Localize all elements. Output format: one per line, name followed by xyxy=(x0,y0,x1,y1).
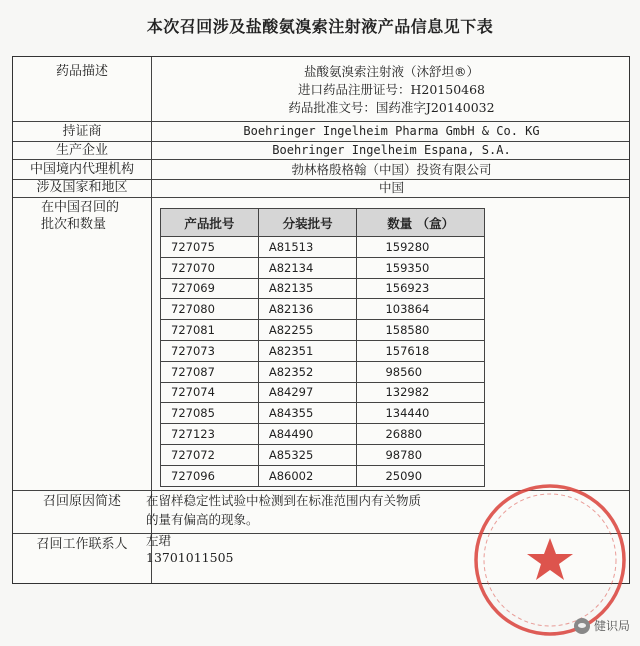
quantity: 132982 xyxy=(357,382,485,403)
contact-label: 召回工作联系人 xyxy=(36,537,128,552)
quantity: 98780 xyxy=(357,444,485,465)
table-row xyxy=(161,403,485,424)
contact-name: 左珺 xyxy=(146,533,172,548)
holder-value: Boehringer Ingelheim Pharma GmbH & Co. KG xyxy=(243,124,540,138)
watermark-text: 健识局 xyxy=(593,619,630,633)
packaging-batch: A82134 xyxy=(258,257,357,278)
product-batch: 727074 xyxy=(161,382,259,403)
product-batch: 727070 xyxy=(161,257,259,278)
header-product-batch: 产品批号 xyxy=(161,209,259,237)
packaging-batch: A82135 xyxy=(258,278,357,299)
packaging-batch: A82351 xyxy=(258,340,357,361)
watermark xyxy=(574,617,630,634)
product-batch: 727087 xyxy=(161,361,259,382)
agent-value: 勃林格殷格翰（中国）投资有限公司 xyxy=(291,162,492,177)
contact-phone: 13701011505 xyxy=(146,550,234,565)
packaging-batch: A82352 xyxy=(258,361,357,382)
product-batch: 727069 xyxy=(161,278,259,299)
table-row xyxy=(161,320,485,341)
table-row xyxy=(161,361,485,382)
packaging-batch: A84490 xyxy=(258,424,357,445)
quantity: 156923 xyxy=(357,278,485,299)
header-packaging-batch: 分装批号 xyxy=(258,209,357,237)
manufacturer-label: 生产企业 xyxy=(55,143,108,158)
holder-label: 持证商 xyxy=(62,124,102,139)
star-icon xyxy=(527,538,573,580)
manufacturer-value: Boehringer Ingelheim Espana, S.A. xyxy=(272,143,511,157)
region-label: 涉及国家和地区 xyxy=(36,180,128,195)
product-batch: 727075 xyxy=(161,237,259,258)
company-seal xyxy=(470,480,630,640)
batch-table-header xyxy=(161,209,485,237)
product-batch: 727073 xyxy=(161,340,259,361)
table-row xyxy=(161,465,485,486)
quantity: 158580 xyxy=(357,320,485,341)
table-row xyxy=(161,278,485,299)
table-row xyxy=(161,340,485,361)
packaging-batch: A84297 xyxy=(258,382,357,403)
packaging-batch: A85325 xyxy=(258,444,357,465)
region-value: 中国 xyxy=(378,180,404,195)
table-row xyxy=(161,444,485,465)
product-batch: 727080 xyxy=(161,299,259,320)
product-batch: 727123 xyxy=(161,424,259,445)
table-row xyxy=(161,424,485,445)
approval-no: 药品批准文号：国药准字J20140032 xyxy=(288,100,495,115)
recall-contact xyxy=(146,532,346,566)
packaging-batch: A82136 xyxy=(258,299,357,320)
packaging-batch: A84355 xyxy=(258,403,357,424)
quantity: 157618 xyxy=(357,340,485,361)
table-row xyxy=(161,299,485,320)
header-quantity: 数量 （盒） xyxy=(357,209,485,237)
quantity: 103864 xyxy=(357,299,485,320)
packaging-batch: A81513 xyxy=(258,237,357,258)
batches-label-line1: 在中国召回的 xyxy=(41,200,120,215)
drug-name: 盐酸氨溴索注射液（沐舒坦®） xyxy=(303,64,479,79)
quantity: 26880 xyxy=(357,424,485,445)
batch-table xyxy=(160,208,485,487)
drug-desc-label: 药品描述 xyxy=(55,64,108,79)
table-row xyxy=(161,382,485,403)
reason-line2: 的量有偏高的现象。 xyxy=(146,512,259,527)
wechat-icon xyxy=(574,618,590,634)
reason-label: 召回原因简述 xyxy=(42,494,121,509)
import-registration-no: 进口药品注册证号：H20150468 xyxy=(297,82,486,97)
packaging-batch: A82255 xyxy=(258,320,357,341)
reason-line1: 在留样稳定性试验中检测到在标准范围内有关物质 xyxy=(146,493,422,508)
table-row xyxy=(161,257,485,278)
product-batch: 727072 xyxy=(161,444,259,465)
quantity: 159280 xyxy=(357,237,485,258)
product-batch: 727081 xyxy=(161,320,259,341)
page-title: 本次召回涉及盐酸氨溴索注射液产品信息见下表 xyxy=(146,17,494,36)
quantity: 134440 xyxy=(357,403,485,424)
agent-label: 中国境内代理机构 xyxy=(29,162,134,177)
product-batch: 727096 xyxy=(161,465,259,486)
quantity: 98560 xyxy=(357,361,485,382)
packaging-batch: A86002 xyxy=(258,465,357,486)
quantity: 159350 xyxy=(357,257,485,278)
product-batch: 727085 xyxy=(161,403,259,424)
batches-label-line2: 批次和数量 xyxy=(41,217,107,232)
table-row xyxy=(161,237,485,258)
quantity: 25090 xyxy=(357,465,485,486)
